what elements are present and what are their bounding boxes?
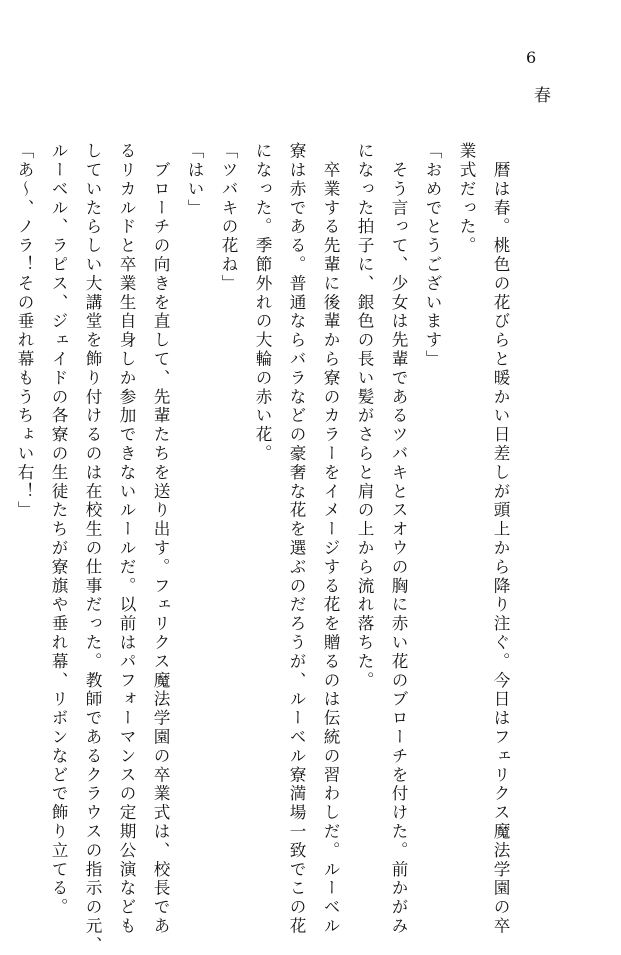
text-line: そう言って、少女は先輩であるツバキとスオウの胸に赤い花のブローチを付けた。前かがみ: [389, 142, 408, 936]
text-line: 「ツバキの花ね」: [219, 142, 238, 294]
text-line: ブローチの向きを直して、先輩たちを送り出す。フェリクス魔法学園の卒業式は、校長であ: [151, 142, 170, 936]
body-text: [7, 142, 517, 955]
text-line: 「おめでとうございます」: [423, 142, 442, 369]
text-line: 卒業する先輩に後輩から寮のカラーをイメージする花を贈るのは伝統の習わしだ。ルーベル: [321, 142, 340, 936]
chapter-title: 春: [530, 86, 550, 105]
text-line: 寮は赤である。普通ならバラなどの豪奢な花を選ぶのだろうが、ルーベル寮満場一致でこの花: [287, 142, 306, 936]
text-line: るリカルドと卒業生自身しか参加できないルールだ。以前はパフォーマンスの定期公演なども: [117, 142, 136, 936]
text-line: になった。季節外れの大輪の赤い花。: [253, 142, 272, 464]
text-line: ルーベル、ラピス、ジェイドの各寮の生徒たちが寮旗や垂れ幕、リボンなどで飾り立てる。: [49, 142, 68, 917]
text-line: していたらしい大講堂を飾り付けるのは在校生の仕事だった。教師であるクラウスの指示の元、: [83, 142, 102, 955]
text-line: 業式だった。: [457, 142, 476, 256]
text-line: 暦は春。桃色の花びらと暖かい日差しが頭上から降り注ぐ。今日はフェリクス魔法学園の卒: [491, 142, 510, 936]
text-line: 「あ〜、ノラ！その垂れ幕もうちょい右！」: [15, 142, 34, 520]
text-line: になった拍子に、銀色の長い髪がさらと肩の上から流れ落ちた。: [355, 142, 374, 691]
text-line: 「はい」: [185, 142, 204, 218]
page-number: 6: [526, 48, 537, 67]
